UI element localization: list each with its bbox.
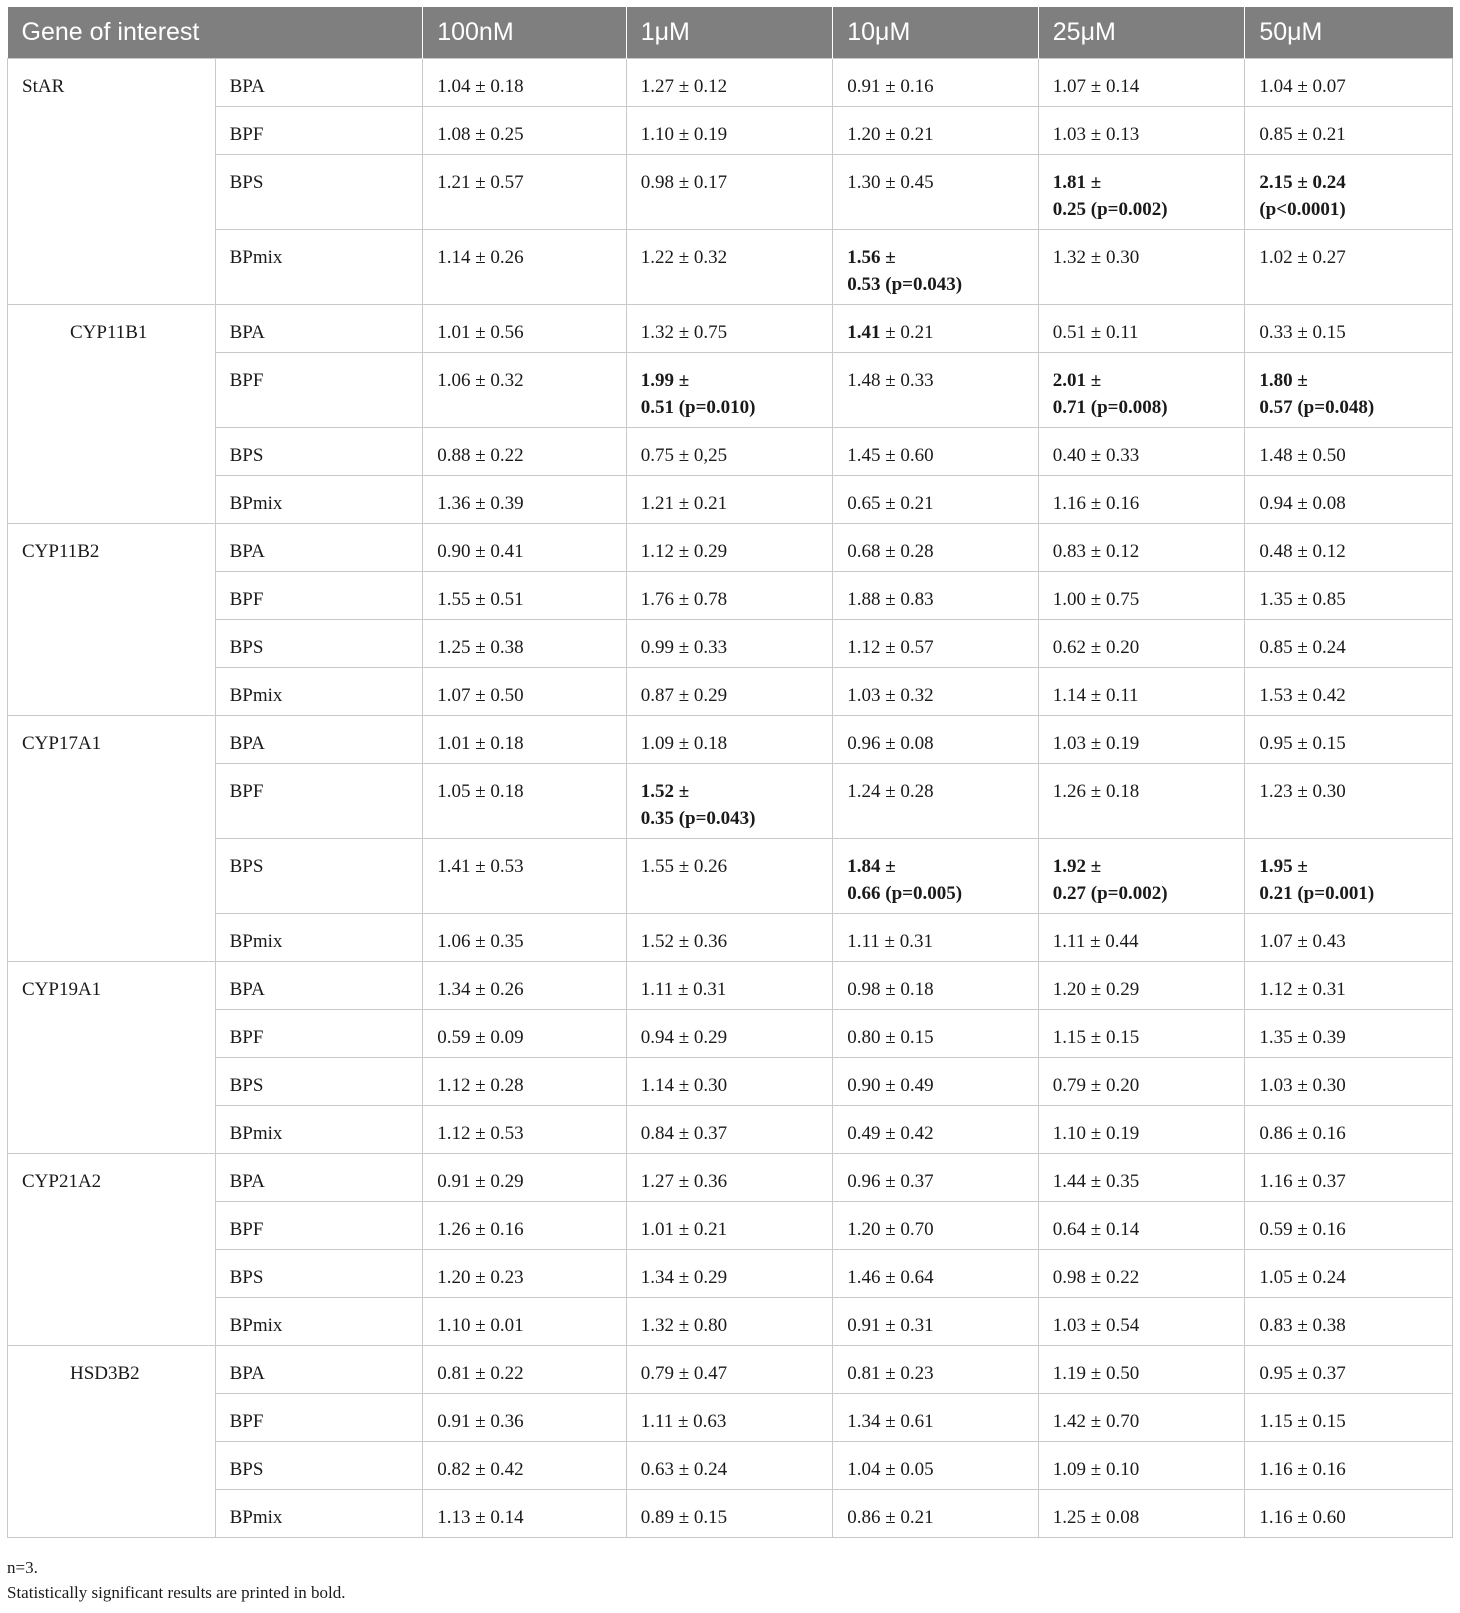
table-row xyxy=(8,427,1453,475)
value-cell: 1.15 ± 0.15 xyxy=(1245,1393,1453,1441)
table-body xyxy=(8,58,1453,1537)
value-cell: 0.84 ± 0.37 xyxy=(626,1105,833,1153)
value-cell: 1.23 ± 0.30 xyxy=(1245,763,1453,838)
table-row xyxy=(8,763,1453,838)
value-line-2: 0.35 (p=0.043) xyxy=(640,807,756,829)
value-cell: 0.94 ± 0.08 xyxy=(1245,475,1453,523)
value-cell: 0.64 ± 0.14 xyxy=(1038,1201,1245,1249)
header-concentration: 50μM xyxy=(1245,7,1453,58)
value-line-1: 1.80 ± xyxy=(1259,369,1308,391)
value-cell: 0.89 ± 0.15 xyxy=(626,1489,833,1537)
value-cell: 0.86 ± 0.21 xyxy=(833,1489,1039,1537)
value-cell: 1.32 ± 0.75 xyxy=(626,304,833,352)
value-cell: 1.55 ± 0.26 xyxy=(626,838,833,913)
value-cell: 1.12 ± 0.57 xyxy=(833,619,1039,667)
compound-cell: BPF xyxy=(215,352,423,427)
value-cell: 1.32 ± 0.80 xyxy=(626,1297,833,1345)
significant-value-cell xyxy=(1038,154,1245,229)
table-row xyxy=(8,58,1453,106)
value-cell: 1.34 ± 0.26 xyxy=(423,961,626,1009)
value-cell: 1.26 ± 0.18 xyxy=(1038,763,1245,838)
value-cell: 1.20 ± 0.21 xyxy=(833,106,1039,154)
value-cell: 1.41 ± 0.53 xyxy=(423,838,626,913)
header-concentration: 10μM xyxy=(833,7,1039,58)
value-cell: 0.98 ± 0.22 xyxy=(1038,1249,1245,1297)
value-line-1: 1.56 ± xyxy=(847,246,896,268)
value-cell: 1.01 ± 0.21 xyxy=(626,1201,833,1249)
gene-expression-table xyxy=(7,7,1453,1538)
value-cell: 0.96 ± 0.37 xyxy=(833,1153,1039,1201)
value-cell: 1.04 ± 0.05 xyxy=(833,1441,1039,1489)
value-cell: 0.63 ± 0.24 xyxy=(626,1441,833,1489)
gene-name-cell: CYP17A1 xyxy=(8,715,216,961)
value-line-2: 0.53 (p=0.043) xyxy=(847,273,963,295)
compound-cell: BPA xyxy=(215,58,423,106)
value-line-1: 2.01 ± xyxy=(1052,369,1102,391)
value-line-1: 1.92 ± xyxy=(1052,855,1102,877)
header-concentration: 25μM xyxy=(1038,7,1245,58)
value-cell: 0.88 ± 0.22 xyxy=(423,427,626,475)
table-row xyxy=(8,229,1453,304)
compound-cell: BPS xyxy=(215,619,423,667)
value-cell: 1.03 ± 0.30 xyxy=(1245,1057,1453,1105)
significant-value-cell xyxy=(833,838,1039,913)
compound-cell: BPmix xyxy=(215,1489,423,1537)
compound-cell: BPA xyxy=(215,523,423,571)
value-cell: 1.07 ± 0.43 xyxy=(1245,913,1453,961)
value-cell: 1.03 ± 0.32 xyxy=(833,667,1039,715)
value-cell: 0.86 ± 0.16 xyxy=(1245,1105,1453,1153)
table-row xyxy=(8,475,1453,523)
header-concentration: 1μM xyxy=(626,7,833,58)
value-cell: 1.07 ± 0.50 xyxy=(423,667,626,715)
value-cell: 1.45 ± 0.60 xyxy=(833,427,1039,475)
value-cell: 1.03 ± 0.13 xyxy=(1038,106,1245,154)
compound-cell: BPF xyxy=(215,1009,423,1057)
value-cell: 1.04 ± 0.18 xyxy=(423,58,626,106)
value-cell: 1.35 ± 0.85 xyxy=(1245,571,1453,619)
value-cell: 0.98 ± 0.17 xyxy=(626,154,833,229)
compound-cell: BPS xyxy=(215,1441,423,1489)
compound-cell: BPmix xyxy=(215,913,423,961)
value-cell: 1.07 ± 0.14 xyxy=(1038,58,1245,106)
table-row xyxy=(8,1297,1453,1345)
value-line-2: (p<0.0001) xyxy=(1259,198,1346,220)
value-cell: 0.79 ± 0.47 xyxy=(626,1345,833,1393)
table-row xyxy=(8,667,1453,715)
value-cell: 1.09 ± 0.18 xyxy=(626,715,833,763)
value-cell: 1.12 ± 0.28 xyxy=(423,1057,626,1105)
value-cell: 1.11 ± 0.31 xyxy=(626,961,833,1009)
value-cell: 1.06 ± 0.35 xyxy=(423,913,626,961)
value-cell: 0.91 ± 0.29 xyxy=(423,1153,626,1201)
gene-name-cell: StAR xyxy=(8,58,216,304)
table-row xyxy=(8,1249,1453,1297)
value-cell: 1.48 ± 0.33 xyxy=(833,352,1039,427)
value-cell: 1.12 ± 0.53 xyxy=(423,1105,626,1153)
value-line-2: 0.25 (p=0.002) xyxy=(1052,198,1168,220)
value-line-1: 1.84 ± xyxy=(847,855,896,877)
value-cell: 1.42 ± 0.70 xyxy=(1038,1393,1245,1441)
value-cell: 1.55 ± 0.51 xyxy=(423,571,626,619)
table-row xyxy=(8,154,1453,229)
value-cell: 1.02 ± 0.27 xyxy=(1245,229,1453,304)
significant-value-cell xyxy=(1245,154,1453,229)
value-cell: 1.14 ± 0.26 xyxy=(423,229,626,304)
value-cell: 0.94 ± 0.29 xyxy=(626,1009,833,1057)
compound-cell: BPmix xyxy=(215,1105,423,1153)
table-row xyxy=(8,1105,1453,1153)
compound-cell: BPS xyxy=(215,154,423,229)
value-cell: 0.33 ± 0.15 xyxy=(1245,304,1453,352)
value-cell: 0.99 ± 0.33 xyxy=(626,619,833,667)
table-row xyxy=(8,523,1453,571)
compound-cell: BPA xyxy=(215,715,423,763)
value-cell: 1.22 ± 0.32 xyxy=(626,229,833,304)
value-line-1: 1.99 ± xyxy=(640,369,690,391)
value-cell: 0.59 ± 0.09 xyxy=(423,1009,626,1057)
value-cell: 1.16 ± 0.60 xyxy=(1245,1489,1453,1537)
significant-value-cell xyxy=(626,763,833,838)
compound-cell: BPF xyxy=(215,763,423,838)
significant-value-cell xyxy=(1038,838,1245,913)
value-cell: 0.81 ± 0.23 xyxy=(833,1345,1039,1393)
value-cell: 1.05 ± 0.18 xyxy=(423,763,626,838)
value-cell: 1.52 ± 0.36 xyxy=(626,913,833,961)
value-cell: 1.24 ± 0.28 xyxy=(833,763,1039,838)
value-cell: 1.30 ± 0.45 xyxy=(833,154,1039,229)
value-cell: 1.13 ± 0.14 xyxy=(423,1489,626,1537)
value-cell: 1.25 ± 0.38 xyxy=(423,619,626,667)
header-row xyxy=(8,7,1453,58)
value-cell: 1.09 ± 0.10 xyxy=(1038,1441,1245,1489)
compound-cell: BPmix xyxy=(215,475,423,523)
table-row xyxy=(8,838,1453,913)
value-line-1: 1.81 ± xyxy=(1052,171,1102,193)
compound-cell: BPF xyxy=(215,571,423,619)
value-cell: 1.25 ± 0.08 xyxy=(1038,1489,1245,1537)
compound-cell: BPS xyxy=(215,427,423,475)
value-line-1: 1.52 ± xyxy=(640,780,690,802)
value-cell xyxy=(833,304,1039,352)
value-cell: 1.21 ± 0.21 xyxy=(626,475,833,523)
gene-name-cell: CYP11B1 xyxy=(8,304,216,523)
value-cell: 0.68 ± 0.28 xyxy=(833,523,1039,571)
value-cell: 1.27 ± 0.36 xyxy=(626,1153,833,1201)
value-cell: 0.85 ± 0.21 xyxy=(1245,106,1453,154)
value-cell: 1.34 ± 0.29 xyxy=(626,1249,833,1297)
compound-cell: BPS xyxy=(215,1249,423,1297)
value-cell: 1.76 ± 0.78 xyxy=(626,571,833,619)
value-cell: 0.75 ± 0,25 xyxy=(626,427,833,475)
value-cell: 0.40 ± 0.33 xyxy=(1038,427,1245,475)
value-cell: 1.36 ± 0.39 xyxy=(423,475,626,523)
table-row xyxy=(8,1057,1453,1105)
significant-value-cell xyxy=(833,229,1039,304)
value-cell: 0.91 ± 0.31 xyxy=(833,1297,1039,1345)
value-line-2: 0.21 (p=0.001) xyxy=(1259,882,1375,904)
value-cell: 0.80 ± 0.15 xyxy=(833,1009,1039,1057)
value-cell: 1.11 ± 0.44 xyxy=(1038,913,1245,961)
significant-value-cell xyxy=(1245,838,1453,913)
value-cell: 1.00 ± 0.75 xyxy=(1038,571,1245,619)
value-line-1: 2.15 ± 0.24 xyxy=(1259,171,1346,193)
gene-name-cell: CYP19A1 xyxy=(8,961,216,1153)
value-mean-bold: 1.41 xyxy=(847,321,881,343)
value-cell: 0.81 ± 0.22 xyxy=(423,1345,626,1393)
value-cell: 1.10 ± 0.19 xyxy=(626,106,833,154)
gene-name-cell: HSD3B2 xyxy=(8,1345,216,1537)
value-cell: 0.49 ± 0.42 xyxy=(833,1105,1039,1153)
value-cell: 0.48 ± 0.12 xyxy=(1245,523,1453,571)
value-cell: 0.96 ± 0.08 xyxy=(833,715,1039,763)
value-cell: 1.16 ± 0.16 xyxy=(1038,475,1245,523)
value-cell: 1.03 ± 0.19 xyxy=(1038,715,1245,763)
compound-cell: BPmix xyxy=(215,667,423,715)
value-cell: 0.87 ± 0.29 xyxy=(626,667,833,715)
compound-cell: BPA xyxy=(215,304,423,352)
value-cell: 0.98 ± 0.18 xyxy=(833,961,1039,1009)
value-line-2: 0.57 (p=0.048) xyxy=(1259,396,1375,418)
significant-value-cell xyxy=(1038,352,1245,427)
value-cell: 1.53 ± 0.42 xyxy=(1245,667,1453,715)
header-gene-of-interest: Gene of interest xyxy=(8,7,423,58)
footnote-n: n=3. xyxy=(7,1558,38,1577)
value-cell: 1.04 ± 0.07 xyxy=(1245,58,1453,106)
value-cell: 1.10 ± 0.01 xyxy=(423,1297,626,1345)
value-cell: 1.20 ± 0.70 xyxy=(833,1201,1039,1249)
footnote-bold-note: Statistically significant results are printed in bold. xyxy=(7,1583,346,1602)
table-row xyxy=(8,1489,1453,1537)
value-cell: 0.83 ± 0.38 xyxy=(1245,1297,1453,1345)
value-cell: 1.11 ± 0.31 xyxy=(833,913,1039,961)
table-row xyxy=(8,913,1453,961)
value-cell: 1.19 ± 0.50 xyxy=(1038,1345,1245,1393)
gene-name-cell: CYP11B2 xyxy=(8,523,216,715)
value-line-2: 0.51 (p=0.010) xyxy=(640,396,756,418)
value-cell: 1.20 ± 0.29 xyxy=(1038,961,1245,1009)
value-cell: 1.03 ± 0.54 xyxy=(1038,1297,1245,1345)
table-row xyxy=(8,106,1453,154)
table-container xyxy=(7,7,1453,1538)
value-cell: 1.20 ± 0.23 xyxy=(423,1249,626,1297)
value-cell: 1.05 ± 0.24 xyxy=(1245,1249,1453,1297)
value-cell: 0.90 ± 0.41 xyxy=(423,523,626,571)
table-row xyxy=(8,961,1453,1009)
value-line-2: 0.27 (p=0.002) xyxy=(1052,882,1168,904)
table-row xyxy=(8,619,1453,667)
value-cell: 0.90 ± 0.49 xyxy=(833,1057,1039,1105)
table-row xyxy=(8,571,1453,619)
compound-cell: BPA xyxy=(215,1345,423,1393)
value-cell: 1.11 ± 0.63 xyxy=(626,1393,833,1441)
value-cell: 1.14 ± 0.11 xyxy=(1038,667,1245,715)
value-cell: 1.14 ± 0.30 xyxy=(626,1057,833,1105)
value-cell: 0.85 ± 0.24 xyxy=(1245,619,1453,667)
value-cell: 1.16 ± 0.16 xyxy=(1245,1441,1453,1489)
value-cell: 1.10 ± 0.19 xyxy=(1038,1105,1245,1153)
compound-cell: BPF xyxy=(215,1201,423,1249)
value-cell: 1.16 ± 0.37 xyxy=(1245,1153,1453,1201)
value-cell: 1.32 ± 0.30 xyxy=(1038,229,1245,304)
table-row xyxy=(8,1009,1453,1057)
value-cell: 0.62 ± 0.20 xyxy=(1038,619,1245,667)
value-sd: ± 0.21 xyxy=(880,321,934,343)
value-line-2: 0.71 (p=0.008) xyxy=(1052,396,1168,418)
value-cell: 0.83 ± 0.12 xyxy=(1038,523,1245,571)
value-line-1: 1.95 ± xyxy=(1259,855,1308,877)
gene-name-cell: CYP21A2 xyxy=(8,1153,216,1345)
value-cell: 1.06 ± 0.32 xyxy=(423,352,626,427)
value-cell: 1.34 ± 0.61 xyxy=(833,1393,1039,1441)
value-cell: 1.26 ± 0.16 xyxy=(423,1201,626,1249)
compound-cell: BPF xyxy=(215,106,423,154)
value-cell: 0.65 ± 0.21 xyxy=(833,475,1039,523)
value-cell: 1.12 ± 0.29 xyxy=(626,523,833,571)
value-cell: 0.51 ± 0.11 xyxy=(1038,304,1245,352)
footnotes xyxy=(7,1555,346,1605)
value-cell: 0.91 ± 0.36 xyxy=(423,1393,626,1441)
compound-cell: BPS xyxy=(215,838,423,913)
compound-cell: BPmix xyxy=(215,1297,423,1345)
significant-value-cell xyxy=(1245,352,1453,427)
value-cell: 1.08 ± 0.25 xyxy=(423,106,626,154)
value-cell: 0.79 ± 0.20 xyxy=(1038,1057,1245,1105)
table-row xyxy=(8,1345,1453,1393)
value-cell: 1.35 ± 0.39 xyxy=(1245,1009,1453,1057)
compound-cell: BPS xyxy=(215,1057,423,1105)
value-cell: 1.88 ± 0.83 xyxy=(833,571,1039,619)
compound-cell: BPA xyxy=(215,961,423,1009)
compound-cell: BPmix xyxy=(215,229,423,304)
value-cell: 0.95 ± 0.15 xyxy=(1245,715,1453,763)
value-cell: 1.01 ± 0.18 xyxy=(423,715,626,763)
value-line-2: 0.66 (p=0.005) xyxy=(847,882,963,904)
table-row xyxy=(8,352,1453,427)
table-row xyxy=(8,715,1453,763)
value-cell: 1.15 ± 0.15 xyxy=(1038,1009,1245,1057)
value-cell: 1.27 ± 0.12 xyxy=(626,58,833,106)
table-row xyxy=(8,304,1453,352)
significant-value-cell xyxy=(626,352,833,427)
value-cell: 0.95 ± 0.37 xyxy=(1245,1345,1453,1393)
value-cell: 1.44 ± 0.35 xyxy=(1038,1153,1245,1201)
header-concentration: 100nM xyxy=(423,7,626,58)
value-cell: 1.12 ± 0.31 xyxy=(1245,961,1453,1009)
value-cell: 1.48 ± 0.50 xyxy=(1245,427,1453,475)
value-cell: 0.91 ± 0.16 xyxy=(833,58,1039,106)
value-cell: 1.46 ± 0.64 xyxy=(833,1249,1039,1297)
table-row xyxy=(8,1441,1453,1489)
compound-cell: BPA xyxy=(215,1153,423,1201)
value-cell: 0.82 ± 0.42 xyxy=(423,1441,626,1489)
value-cell: 0.59 ± 0.16 xyxy=(1245,1201,1453,1249)
value-cell: 1.21 ± 0.57 xyxy=(423,154,626,229)
compound-cell: BPF xyxy=(215,1393,423,1441)
table-row xyxy=(8,1153,1453,1201)
value-cell: 1.01 ± 0.56 xyxy=(423,304,626,352)
table-row xyxy=(8,1201,1453,1249)
table-row xyxy=(8,1393,1453,1441)
